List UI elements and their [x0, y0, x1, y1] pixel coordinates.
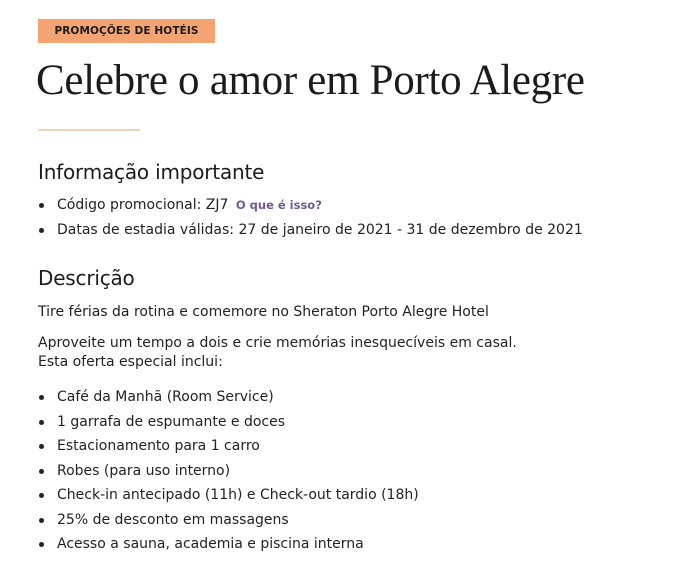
bullet-icon: [39, 395, 44, 400]
list-item: [38, 508, 419, 533]
promo-code-text: Código promocional: ZJ7: [57, 197, 229, 213]
list-item-label: Estacionamento para 1 carro: [57, 438, 260, 454]
valid-dates-text: Datas de estadia válidas: 27 de janeiro de 2021 - 31 de dezembro de 2021: [57, 221, 583, 238]
list-item-label: 25% de desconto em massagens: [57, 511, 289, 528]
list-item: [38, 218, 583, 243]
important-info-list: [38, 193, 583, 242]
category-badge: PROMOÇÕES DE HOTÉIS: [38, 19, 215, 43]
bullet-icon: [39, 542, 44, 547]
bullet-icon: [39, 493, 44, 498]
description-heading: Descrição: [38, 266, 135, 290]
list-item-label: Acesso a sauna, academia e piscina interna: [57, 536, 364, 552]
bullet-icon: [39, 469, 44, 474]
description-paragraph: Esta oferta especial inclui:: [38, 354, 223, 370]
description-paragraph: Tire férias da rotina e comemore no Sheraton Porto Alegre Hotel: [38, 304, 489, 320]
offer-includes-list: [38, 385, 419, 557]
list-item: [38, 434, 419, 459]
description-paragraph: Aproveite um tempo a dois e crie memórias inesquecíveis em casal.: [38, 335, 517, 351]
list-item-label: Robes (para uso interno): [57, 462, 231, 479]
bullet-icon: [39, 228, 44, 233]
bullet-icon: [39, 420, 44, 425]
list-item-label: 1 garrafa de espumante e doces: [57, 413, 286, 430]
important-info-heading: Informação importante: [38, 160, 265, 184]
list-item: [38, 532, 419, 557]
promo-code-info-link[interactable]: O que é isso?: [235, 198, 322, 212]
bullet-icon: [39, 518, 44, 523]
list-item: [38, 459, 419, 484]
bullet-icon: [39, 444, 44, 449]
bullet-icon: [39, 203, 44, 208]
title-divider: [38, 129, 140, 131]
list-item: [38, 410, 419, 435]
list-item-label: Check-in antecipado (11h) e Check-out tardio (18h): [57, 487, 419, 503]
list-item-label: Café da Manhã (Room Service): [57, 389, 274, 405]
list-item: [38, 483, 419, 508]
page-title: Celebre o amor em Porto Alegre: [36, 57, 585, 104]
list-item: [38, 385, 419, 410]
list-item: [38, 193, 583, 218]
